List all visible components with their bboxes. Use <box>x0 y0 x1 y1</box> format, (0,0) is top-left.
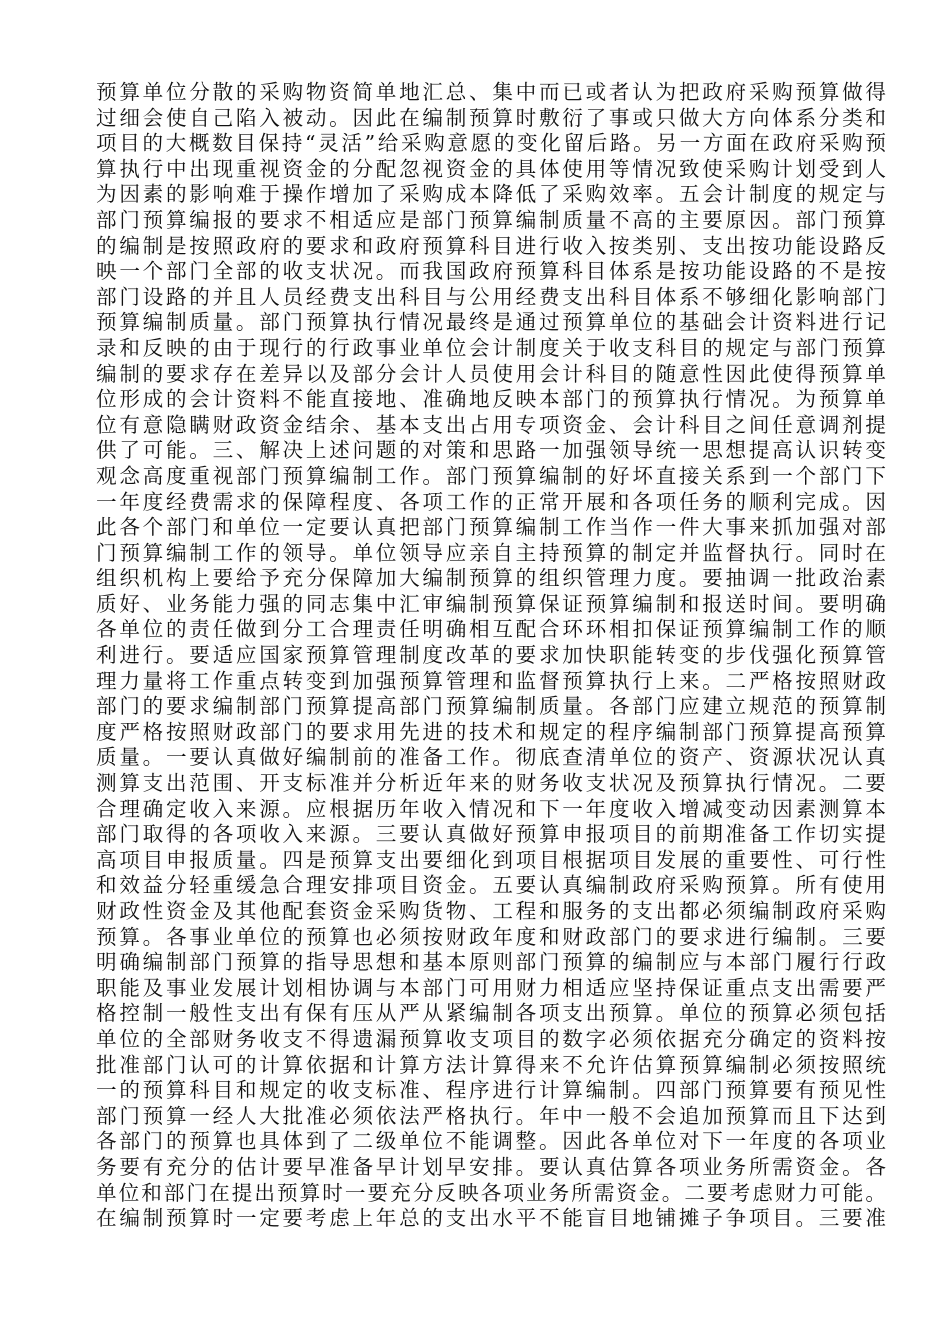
text-line: 各单位的责任做到分工合理责任明确相互配合环环相扣保证预算编制工作的顺 <box>96 617 886 642</box>
text-line: 门预算编制工作的领导。单位领导应亲自主持预算的制定并监督执行。同时在 <box>96 540 886 565</box>
text-line: 项目的大概数目保持“灵活”给采购意愿的变化留后路。另一方面在政府采购预 <box>96 131 886 156</box>
text-line: 测算支出范围、开支标准并分析近年来的财务收支状况及预算执行情况。二要 <box>96 771 886 796</box>
text-line: 质量。一要认真做好编制前的准备工作。彻底查清单位的资产、资源状况认真 <box>96 745 886 770</box>
text-line: 职能及事业发展计划相协调与本部门可用财力相适应坚持保证重点支出需要严 <box>96 975 886 1000</box>
text-line: 度严格按照财政部门的要求用先进的技术和规定的程序编制部门预算提高预算 <box>96 719 886 744</box>
text-line: 位有意隐瞒财政资金结余、基本支出占用专项资金、会计科目之间任意调剂提 <box>96 412 886 437</box>
text-line: 预算编制质量。部门预算执行情况最终是通过预算单位的基础会计资料进行记 <box>96 310 886 335</box>
text-line: 财政性资金及其他配套资金采购货物、工程和服务的支出都必须编制政府采购 <box>96 899 886 923</box>
text-line: 部门的要求编制部门预算提高部门预算编制质量。各部门应建立规范的预算制 <box>96 694 886 719</box>
text-line: 一年度经费需求的保障程度、各项工作的正常开展和各项任务的顺利完成。因 <box>96 489 886 514</box>
text-line: 位形成的会计资料不能直接地、准确地反映本部门的预算执行情况。为预算单 <box>96 387 886 412</box>
text-line: 高项目申报质量。四是预算支出要细化到项目根据项目发展的重要性、可行性 <box>96 847 886 872</box>
text-line: 观念高度重视部门预算编制工作。部门预算编制的好坏直接关系到一个部门下 <box>96 463 886 488</box>
text-line: 此各个部门和单位一定要认真把部门预算编制工作当作一件大事来抓加强对部 <box>96 515 886 540</box>
text-line: 批准部门认可的计算依据和计算方法计算得来不允许估算预算编制必须按照统 <box>96 1052 886 1077</box>
text-line: 各部门的预算也具体到了二级单位不能调整。因此各单位对下一年度的各项业 <box>96 1129 886 1154</box>
text-line: 理力量将工作重点转变到加强预算管理和监督预算执行上来。二严格按照财政 <box>96 668 886 693</box>
text-line: 格控制一般性支出有保有压从严从紧编制各项支出预算。单位的预算必须包括 <box>96 1001 886 1026</box>
text-line: 预算单位分散的采购物资简单地汇总、集中而已或者认为把政府采购预算做得 <box>96 80 886 104</box>
text-line: 组织机构上要给予充分保障加大编制预算的组织管理力度。要抽调一批政治素 <box>96 566 886 591</box>
text-line: 单位和部门在提出预算时一要充分反映各项业务所需资金。二要考虑财力可能。 <box>96 1180 886 1205</box>
text-line: 录和反映的由于现行的行政事业单位会计制度关于收支科目的规定与部门预算 <box>96 335 886 360</box>
text-line: 的编制是按照政府的要求和政府预算科目进行收入按类别、支出按功能设路反 <box>96 233 886 258</box>
text-line: 利进行。要适应国家预算管理制度改革的要求加快职能转变的步伐强化预算管 <box>96 643 886 668</box>
text-line: 质好、业务能力强的同志集中汇审编制预算保证预算编制和报送时间。要明确 <box>96 591 886 616</box>
text-line: 和效益分轻重缓急合理安排项目资金。五要认真编制政府采购预算。所有使用 <box>96 873 886 898</box>
text-line: 部门取得的各项收入来源。三要认真做好预算申报项目的前期准备工作切实提 <box>96 822 886 847</box>
text-line: 供了可能。三、解决上述问题的对策和思路一加强领导统一思想提高认识转变 <box>96 438 886 463</box>
text-line: 单位的全部财务收支不得遗漏预算收支项目的数字必须依据充分确定的资料按 <box>96 1026 886 1051</box>
text-line: 算执行中出现重视资金的分配忽视资金的具体使用等情况致使采购计划受到人 <box>96 156 886 181</box>
text-line: 部门预算编报的要求不相适应是部门预算编制质量不高的主要原因。部门预算 <box>96 207 886 232</box>
text-line: 编制的要求存在差异以及部分会计人员使用会计科目的随意性因此使得预算单 <box>96 361 886 386</box>
text-line: 过细会使自己陷入被动。因此在编制预算时敷衍了事或只做大方向体系分类和 <box>96 105 886 130</box>
text-line: 务要有充分的估计要早准备早计划早安排。要认真估算各项业务所需资金。各 <box>96 1154 886 1179</box>
text-line: 为因素的影响难于操作增加了采购成本降低了采购效率。五会计制度的规定与 <box>96 182 886 207</box>
text-line: 部门预算一经人大批准必须依法严格执行。年中一般不会追加预算而且下达到 <box>96 1103 886 1128</box>
text-line: 映一个部门全部的收支状况。而我国政府预算科目体系是按功能设路的不是按 <box>96 259 886 284</box>
text-line: 合理确定收入来源。应根据历年收入情况和下一年度收入增减变动因素测算本 <box>96 796 886 821</box>
body-text <box>96 80 886 1232</box>
text-line: 预算。各事业单位的预算也必须按财政年度和财政部门的要求进行编制。三要 <box>96 924 886 949</box>
text-line: 一的预算科目和规定的收支标准、程序进行计算编制。四部门预算要有预见性 <box>96 1078 886 1103</box>
text-line: 明确编制部门预算的指导思想和基本原则部门预算的编制应与本部门履行行政 <box>96 950 886 975</box>
text-line: 在编制预算时一定要考虑上年总的支出水平不能盲目地铺摊子争项目。三要准 <box>96 1206 886 1231</box>
text-line: 部门设路的并且人员经费支出科目与公用经费支出科目体系不够细化影响部门 <box>96 284 886 309</box>
